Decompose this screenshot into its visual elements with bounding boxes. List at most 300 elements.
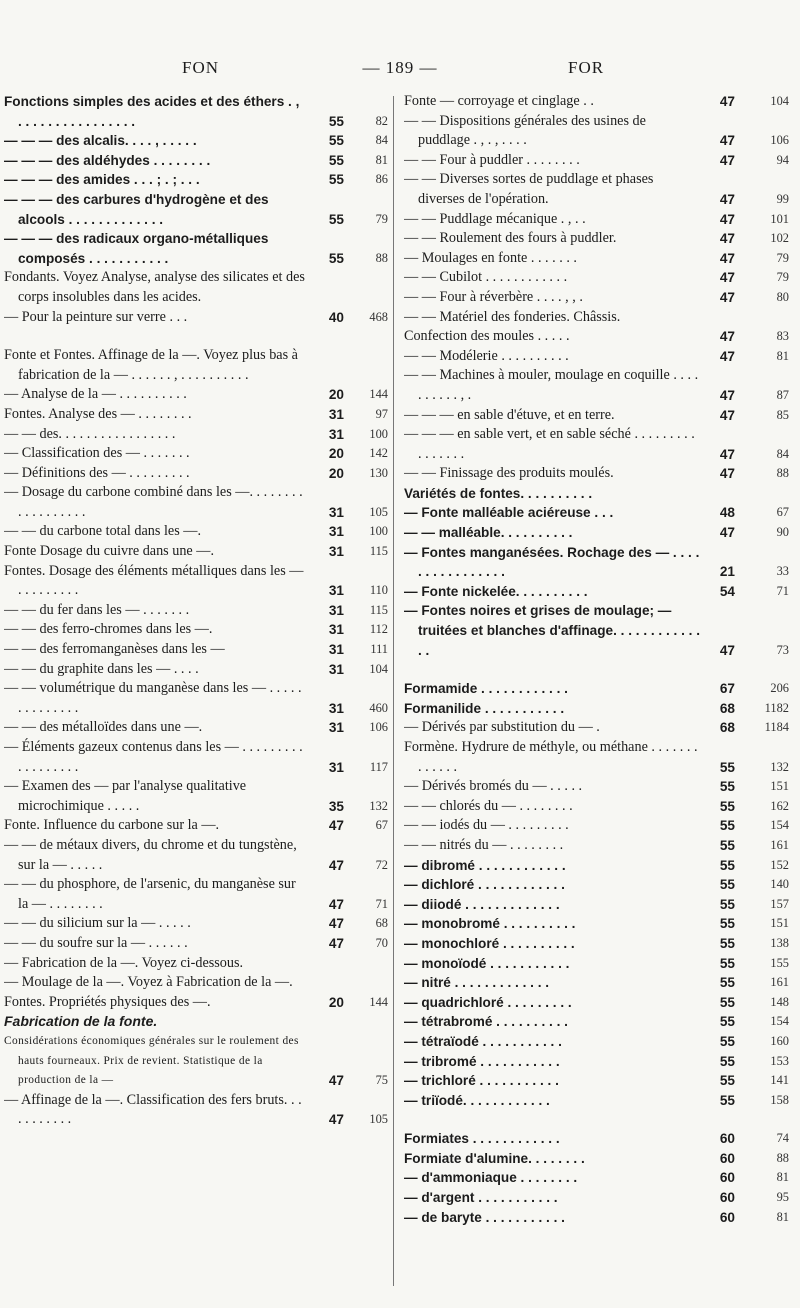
volume-number: 55 — [719, 759, 735, 775]
page-reference: 100 — [369, 426, 388, 441]
index-entry — [4, 190, 388, 229]
index-entry — [4, 875, 388, 914]
entry-title: Fontes. Analyse des — . . . . . . . . — [4, 405, 192, 422]
volume-number: 47 — [719, 289, 735, 305]
page-reference: 81 — [776, 348, 789, 363]
volume-number: 40 — [328, 309, 344, 325]
entry-title: Fontes. Dosage des éléments métalliques dans les — . . . . . . . . . — [4, 562, 304, 599]
index-entry — [404, 1091, 789, 1111]
index-entry — [404, 347, 789, 367]
page-reference: 101 — [770, 211, 789, 226]
entry-title: — — Puddlage mécanique . , . . — [404, 210, 586, 227]
entry-title: — Fonte nickelée. . . . . . . . . . — [404, 583, 588, 599]
entry-title: — trichloré . . . . . . . . . . . — [404, 1073, 559, 1089]
volume-number: 20 — [328, 465, 344, 481]
index-entry — [404, 856, 789, 876]
index-entry — [404, 484, 789, 504]
index-entry — [404, 993, 789, 1013]
page-reference: 84 — [776, 446, 789, 461]
page-reference: 132 — [770, 759, 789, 774]
index-entry — [4, 660, 388, 680]
index-entry — [404, 973, 789, 993]
page-reference: 110 — [369, 583, 388, 598]
index-entry — [4, 973, 388, 993]
entry-title: — — — des radicaux organo-métalliques composés . . . . . . . . . . . — [4, 231, 269, 266]
page-reference: 1184 — [764, 720, 789, 735]
index-entry — [404, 914, 789, 934]
index-entry — [4, 816, 388, 836]
entry-title: — — — en sable vert, et en sable séché . . . . . . . . . . . . . . . . — [404, 426, 695, 462]
volume-number: 31 — [328, 583, 344, 599]
page-reference: 71 — [776, 583, 789, 598]
page-reference: 74 — [776, 1131, 789, 1146]
volume-number: 20 — [328, 387, 344, 403]
index-entry — [404, 601, 789, 660]
page-reference: 151 — [770, 916, 789, 931]
entry-title: — monobromé . . . . . . . . . . — [404, 916, 576, 932]
page-reference: 104 — [770, 94, 789, 108]
entry-title: — Pour la peinture sur verre . . . — [4, 308, 188, 325]
entry-title: — Fontes manganésées. Rochage des — . . . . . . . . . . . . . . . . — [404, 544, 700, 580]
volume-number: 55 — [719, 1073, 735, 1089]
page-reference: 106 — [770, 133, 789, 148]
index-entry — [4, 562, 388, 601]
entry-title: — — — en sable d'étuve, et en terre. — [404, 406, 615, 423]
page-reference: 79 — [776, 270, 789, 285]
page-reference: 138 — [770, 935, 789, 950]
volume-number: 47 — [328, 1112, 344, 1128]
index-entry — [404, 816, 789, 836]
entry-title: — — des ferromanganèses dans les — — [4, 641, 225, 658]
volume-number: 20 — [328, 994, 344, 1010]
index-entry — [404, 797, 789, 817]
page-reference: 72 — [375, 857, 388, 872]
volume-number: 31 — [328, 661, 344, 677]
volume-number: 47 — [328, 916, 344, 932]
volume-number: 55 — [719, 1033, 735, 1049]
page-reference: 33 — [776, 564, 789, 579]
page-reference: 140 — [770, 877, 789, 892]
entry-title: — — — des alcalis. . . . , . . . . . — [4, 133, 197, 149]
index-entry — [404, 112, 789, 151]
index-entry — [404, 308, 789, 328]
page-reference: 102 — [770, 231, 789, 246]
volume-number: 47 — [719, 466, 735, 482]
index-entry — [4, 346, 388, 385]
entry-title: — Classification des — . . . . . . . — [4, 445, 190, 462]
index-entry — [4, 914, 388, 934]
volume-number: 55 — [719, 857, 735, 873]
page-reference: 152 — [770, 857, 789, 872]
volume-number: 55 — [328, 152, 344, 168]
page-reference: 115 — [369, 544, 388, 559]
entry-title: — — Diverses sortes de puddlage et phases diverses de l'opération. — [404, 171, 654, 207]
page-reference: 161 — [770, 975, 789, 990]
entry-title: — — volumétrique du manganèse dans les — . . . . . . . . . . . . . . — [4, 680, 302, 716]
page-reference: 105 — [369, 1112, 388, 1127]
entry-title: Fonte et Fontes. Affinage de la —. Voyez plus bas à fabrication de la — . . . . . . , . . . . . . . . . . — [4, 347, 298, 383]
volume-number: 55 — [328, 250, 344, 266]
volume-number: 31 — [328, 622, 344, 638]
entry-title: — Affinage de la —. Classification des fers bruts. . . . . . . . . . . — [4, 1091, 302, 1128]
volume-number: 35 — [328, 798, 344, 814]
entry-title: — Analyse de la — . . . . . . . . . . — [4, 386, 187, 403]
entry-title: — — malléable. . . . . . . . . . — [404, 525, 573, 541]
entry-title: — Définitions des — . . . . . . . . . — [4, 464, 190, 481]
volume-number: 47 — [328, 935, 344, 951]
entry-title: — Moulages en fonte . . . . . . . — [404, 249, 577, 266]
entry-title: — — Finissage des produits moulés. — [404, 465, 614, 482]
page-reference: 153 — [770, 1053, 789, 1068]
volume-number: 31 — [328, 602, 344, 618]
index-entry — [404, 543, 789, 582]
entry-title: — — du phosphore, de l'arsenic, du manganèse sur la — . . . . . . . . — [4, 876, 296, 912]
volume-number: 60 — [719, 1209, 735, 1225]
index-entry — [4, 385, 388, 405]
entry-title: — Fonte malléable aciéreuse . . . — [404, 505, 614, 521]
index-entry — [404, 777, 789, 797]
page-reference: 130 — [369, 465, 388, 480]
entry-title: — triïodé. . . . . . . . . . . . — [404, 1092, 550, 1108]
page-reference: 87 — [776, 387, 789, 402]
index-entry — [4, 229, 388, 268]
index-entry — [404, 699, 789, 719]
page-reference: 1182 — [764, 700, 789, 715]
entry-title: — — Roulement des fours à puddler. — [404, 230, 617, 247]
page-reference: 88 — [776, 1150, 789, 1165]
entry-title: — — chlorés du — . . . . . . . . — [404, 797, 573, 814]
section-gap — [404, 660, 789, 679]
index-entry — [4, 620, 388, 640]
entry-title: — Fabrication de la —. Voyez ci-dessous. — [4, 954, 244, 971]
page-reference: 104 — [369, 661, 388, 676]
index-entry — [4, 777, 388, 816]
entry-title: Fonctions simples des acides et des éthers . , . . . . . . . . . . . . . . . . — [4, 94, 300, 129]
index-entry — [404, 1149, 789, 1169]
index-entry — [4, 679, 388, 718]
index-entry — [4, 522, 388, 542]
entry-title: — nitré . . . . . . . . . . . . . — [404, 975, 550, 991]
volume-number: 20 — [328, 446, 344, 462]
index-entry — [4, 718, 388, 738]
index-entry — [404, 1188, 789, 1208]
entry-title: — d'ammoniaque . . . . . . . . — [404, 1170, 578, 1186]
entry-title: Formamide . . . . . . . . . . . . — [404, 681, 568, 697]
entry-title: Formiate d'alumine. . . . . . . . — [404, 1150, 585, 1166]
index-entry — [404, 425, 789, 464]
index-entry — [4, 444, 388, 464]
volume-number: 55 — [328, 172, 344, 188]
page-reference: 155 — [770, 955, 789, 970]
volume-number: 47 — [719, 94, 735, 109]
index-entry — [4, 1012, 388, 1032]
volume-number: 55 — [328, 133, 344, 149]
index-entry — [4, 954, 388, 974]
index-entry — [404, 1032, 789, 1052]
volume-number: 55 — [719, 896, 735, 912]
volume-number: 47 — [719, 270, 735, 286]
page-reference: 161 — [770, 837, 789, 852]
volume-number: 47 — [328, 896, 344, 912]
entry-title: — Dérivés bromés du — . . . . . — [404, 778, 583, 795]
volume-number: 47 — [719, 387, 735, 403]
page-reference: 142 — [369, 446, 388, 461]
volume-number: 68 — [719, 700, 735, 716]
entry-title: — tétrabromé . . . . . . . . . . — [404, 1014, 568, 1030]
volume-number: 55 — [719, 798, 735, 814]
page-reference: 160 — [770, 1033, 789, 1048]
page-reference: 67 — [776, 505, 789, 520]
entry-title: — — — des amides . . . ; . ; . . . — [4, 172, 200, 188]
index-entry — [4, 934, 388, 954]
index-entry — [404, 366, 789, 405]
entry-title: — — du soufre sur la — . . . . . . — [4, 934, 188, 951]
page-reference: 148 — [770, 994, 789, 1009]
volume-number: 31 — [328, 426, 344, 442]
volume-number: 47 — [719, 250, 735, 266]
volume-number: 68 — [719, 720, 735, 736]
index-entry — [4, 151, 388, 171]
entry-title: — — — des aldéhydes . . . . . . . . — [4, 152, 211, 168]
page-reference: 144 — [369, 387, 388, 402]
page-reference: 71 — [375, 896, 388, 911]
volume-number: 48 — [719, 505, 735, 521]
index-entry — [404, 836, 789, 856]
page-reference: 75 — [375, 1073, 388, 1088]
page-reference: 154 — [770, 818, 789, 833]
entry-title: — Fontes noires et grises de moulage; — truitées et blanches d'affinage. . . . . . . . . . . . . . — [404, 603, 700, 658]
entry-title: — — Matériel des fonderies. Châssis. — [404, 308, 621, 325]
volume-number: 47 — [719, 525, 735, 541]
entry-title: — — des ferro-chromes dans les —. — [4, 621, 213, 638]
page-reference: 111 — [370, 642, 388, 657]
volume-number: 47 — [719, 152, 735, 168]
volume-number: 60 — [719, 1150, 735, 1166]
volume-number: 47 — [719, 348, 735, 364]
volume-number: 55 — [328, 113, 344, 129]
volume-number: 55 — [719, 877, 735, 893]
volume-number: 55 — [719, 916, 735, 932]
entry-title: Formiates . . . . . . . . . . . . — [404, 1131, 560, 1147]
entry-title: — Dérivés par substitution du — . — [404, 719, 600, 736]
page-reference: 141 — [770, 1073, 789, 1088]
volume-number: 47 — [719, 211, 735, 227]
column-divider — [393, 96, 394, 1286]
page-header — [0, 58, 800, 84]
index-entry — [404, 895, 789, 915]
entry-title: — quadrichloré . . . . . . . . . — [404, 994, 572, 1010]
volume-number: 47 — [719, 231, 735, 247]
entry-title: Formanilide . . . . . . . . . . . — [404, 700, 565, 716]
index-entry — [4, 738, 388, 777]
entry-title: — — du fer dans les — . . . . . . . — [4, 601, 190, 618]
page-reference: 79 — [375, 211, 388, 226]
entry-title: — tétraïodé . . . . . . . . . . . — [404, 1033, 562, 1049]
entry-title: — — iodés du — . . . . . . . . . — [404, 817, 569, 834]
index-entry — [4, 464, 388, 484]
volume-number: 55 — [719, 935, 735, 951]
volume-number: 31 — [328, 642, 344, 658]
volume-number: 47 — [719, 642, 735, 658]
page-reference: 82 — [375, 113, 388, 128]
page-reference: 88 — [776, 466, 789, 481]
volume-number: 21 — [719, 564, 735, 580]
index-entry — [404, 875, 789, 895]
index-entry — [4, 425, 388, 445]
volume-number: 55 — [719, 1092, 735, 1108]
volume-number: 31 — [328, 759, 344, 775]
index-entry — [404, 464, 789, 484]
page-reference: 106 — [369, 720, 388, 735]
entry-title: — tribromé . . . . . . . . . . . — [404, 1053, 560, 1069]
entry-title: — de baryte . . . . . . . . . . . — [404, 1209, 565, 1225]
volume-number: 54 — [719, 583, 735, 599]
volume-number: 55 — [719, 837, 735, 853]
entry-title: — Moulage de la —. Voyez à Fabrication de la —. — [4, 974, 293, 991]
entry-title: — monochloré . . . . . . . . . . — [404, 935, 575, 951]
volume-number: 55 — [719, 818, 735, 834]
entry-title: — — du silicium sur la — . . . . . — [4, 915, 191, 932]
index-entry — [4, 308, 388, 328]
index-entry — [404, 1168, 789, 1188]
page-number: — 189 — — [362, 58, 438, 77]
volume-number: 55 — [719, 955, 735, 971]
entry-title: — monoïodé . . . . . . . . . . . — [404, 955, 570, 971]
page-reference: 67 — [375, 818, 388, 833]
index-entry — [4, 601, 388, 621]
index-entry — [4, 92, 388, 131]
volume-number: 47 — [719, 446, 735, 462]
index-entry — [4, 1032, 388, 1091]
volume-number: 47 — [719, 191, 735, 207]
volume-number: 55 — [719, 994, 735, 1010]
page-reference: 73 — [776, 642, 789, 657]
page-reference: 115 — [369, 602, 388, 617]
section-gap — [404, 1110, 789, 1129]
page-reference: 70 — [375, 935, 388, 950]
index-entry — [404, 1052, 789, 1072]
volume-number: 67 — [719, 681, 735, 697]
index-entry — [4, 640, 388, 660]
volume-number: 60 — [719, 1170, 735, 1186]
page-reference: 144 — [369, 994, 388, 1009]
entry-title: — dibromé . . . . . . . . . . . . — [404, 857, 566, 873]
page-reference: 132 — [369, 798, 388, 813]
entry-title: Fondants. Voyez Analyse, analyse des silicates et des corps insolubles dans les acides. — [4, 269, 305, 305]
entry-title: — — des métalloïdes dans une —. — [4, 719, 203, 736]
index-entry — [404, 170, 789, 209]
entry-title: — — Cubilot . . . . . . . . . . . . — [404, 269, 568, 286]
volume-number: 60 — [719, 1190, 735, 1206]
entry-title: — d'argent . . . . . . . . . . . — [404, 1190, 558, 1206]
page-reference: 81 — [776, 1209, 789, 1224]
index-entry — [4, 405, 388, 425]
index-entry — [4, 483, 388, 522]
index-entry — [404, 268, 789, 288]
index-entry — [404, 327, 789, 347]
volume-number: 55 — [328, 211, 344, 227]
page-reference: 68 — [375, 916, 388, 931]
volume-number: 60 — [719, 1131, 735, 1147]
index-entry — [4, 1091, 388, 1130]
index-entry — [404, 718, 789, 738]
index-entry — [404, 582, 789, 602]
index-entry — [4, 170, 388, 190]
index-entry — [404, 679, 789, 699]
page-reference: 460 — [369, 700, 388, 715]
entry-title: — — du carbone total dans les —. — [4, 523, 202, 540]
entry-title: — — du graphite dans les — . . . . — [4, 660, 199, 677]
volume-number: 47 — [719, 329, 735, 345]
page-reference: 97 — [375, 406, 388, 421]
entry-title: — Dosage du carbone combiné dans les —. . . . . . . . . . . . . . . . . . — [4, 484, 303, 520]
page-reference: 157 — [770, 896, 789, 911]
entry-title: — Examen des — par l'analyse qualitative microchimique . . . . . — [4, 778, 247, 814]
index-entry — [404, 1012, 789, 1032]
index-entry — [4, 836, 388, 875]
page-reference: 85 — [776, 407, 789, 422]
page-reference: 206 — [770, 681, 789, 696]
volume-number: 31 — [328, 720, 344, 736]
entry-title: Fonte Dosage du cuivre dans une —. — [4, 543, 215, 560]
entry-title: Fontes. Propriétés physiques des —. — [4, 993, 211, 1010]
page-reference: 81 — [776, 1170, 789, 1185]
index-entry — [404, 523, 789, 543]
index-entry — [404, 151, 789, 171]
right-index-column — [404, 92, 789, 1227]
index-entry — [404, 503, 789, 523]
page-reference: 81 — [375, 152, 388, 167]
page-reference: 162 — [770, 798, 789, 813]
index-entry — [404, 954, 789, 974]
page-reference: 158 — [770, 1092, 789, 1107]
volume-number: 31 — [328, 524, 344, 540]
volume-number: 47 — [328, 818, 344, 834]
entry-title: Confection des moules . . . . . — [404, 328, 570, 345]
page-reference: 112 — [369, 622, 388, 637]
volume-number: 47 — [719, 133, 735, 149]
page-reference: 117 — [369, 759, 388, 774]
page-reference: 84 — [375, 133, 388, 148]
entry-title: — — des. . . . . . . . . . . . . . . . . — [4, 425, 176, 442]
volume-number: 47 — [719, 407, 735, 423]
index-entry — [404, 1208, 789, 1228]
page-reference: 94 — [776, 152, 789, 167]
volume-number: 55 — [719, 1014, 735, 1030]
volume-number: 47 — [328, 1073, 344, 1089]
volume-number: 55 — [719, 779, 735, 795]
entry-title: Considérations économiques générales sur le roulement des hauts fourneaux. Prix de revient. Statistique de la production de la — — [4, 1034, 299, 1087]
index-entry — [4, 268, 388, 307]
entry-title: — Éléments gazeux contenus dans les — . . . . . . . . . . . . . . . . . . — [4, 739, 303, 775]
volume-number: 47 — [328, 857, 344, 873]
page-reference: 151 — [770, 779, 789, 794]
index-entry — [404, 210, 789, 230]
entry-title: — — Four à réverbère . . . . , , . — [404, 288, 583, 305]
index-entry — [404, 249, 789, 269]
volume-number: 31 — [328, 544, 344, 560]
index-entry — [404, 1129, 789, 1149]
entry-title: Fabrication de la fonte. — [4, 1013, 158, 1030]
entry-title: — — — des carbures d'hydrogène et des alcools . . . . . . . . . . . . . — [4, 191, 269, 227]
section-gap — [4, 327, 388, 346]
entry-title: Fonte — corroyage et cinglage . . — [404, 93, 594, 109]
entry-title: — — de métaux divers, du chrome et du tungstène, sur la — . . . . . — [4, 836, 297, 873]
header-right-word: FOR — [568, 58, 605, 77]
entry-title: Formène. Hydrure de méthyle, ou méthane . . . . . . . . . . . . . — [404, 739, 698, 775]
index-entry — [404, 288, 789, 308]
page-reference: 95 — [776, 1190, 789, 1205]
